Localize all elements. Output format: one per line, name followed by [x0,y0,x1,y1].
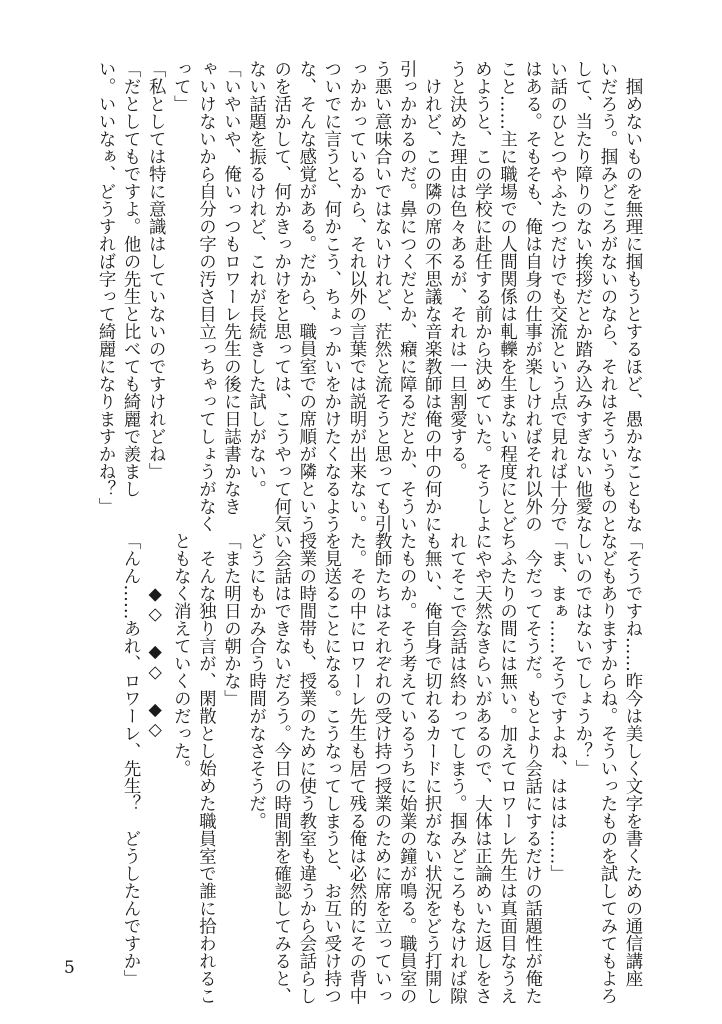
upper-text-column: めようと、この学校に赴任する前から決めていた。そうしよ [471,60,492,533]
upper-text-column: はある。そもそも、俺は自身の仕事が楽しければそれ以外の [521,60,542,533]
lower-text-column: たものか。そう考えているうちに始業の鐘が鳴る。職員室の [396,532,417,1005]
upper-text-column: うと決めた理由は色々あるが、それは一旦割愛する。 [446,60,467,480]
upper-text-column: ゃいけないから自分の字の汚さ目立っちゃってしょうがなく [195,60,216,533]
upper-text-block [92,60,644,533]
upper-text-column: けれど、この隣の席の不思議な音楽教師は俺の中の何かに [421,60,442,533]
upper-text-column: う悪い意味合いではないけれど、茫然と流そうと思っても引 [371,60,392,533]
lower-text-column: た。その中にロワーレ先生も居て残る俺は必然的にその背中 [345,532,366,1005]
lower-text-column: にやや天然なきらいがあるので、大体は正論めいた返しをさ [471,532,492,1005]
upper-text-column: 掴めないものを無理に掴もうとするほど、愚かなこともな [622,60,642,533]
upper-text-column: い。いいなぁ、どうすれば字って綺麗になりますかね？」 [95,60,116,515]
lower-text-column: を見送ることになる。こうなってしまうと、お互い受け持つ [320,532,341,1005]
lower-text-column: そんな独り言が、閑散とし始めた職員室で誰に拾われるこ [195,532,216,1005]
upper-text-column: って」 [170,60,191,113]
lower-text-column: しいのではないでしょうか？」 [571,532,592,777]
lower-text-column: も無い、俺自身で切れるカードに択がない状況をどう打開し [421,532,442,1005]
page-number: 5 [64,958,75,978]
lower-text-column: どうにもかみ合う時間がなさそうだ。 [245,532,266,830]
upper-text-column: い話のひとつやふたつだけでも交流という点で見れば十分で [546,60,567,533]
upper-text-column: 「私としては特に意識はしていないのですけれどね」 [145,60,166,480]
lower-text-column: 「ま、まぁ……そうですよね、ははは……」 [546,532,567,882]
lower-text-block [65,532,644,1005]
lower-text-column: 授業の時間帯も、授業のために使う教室も違うから会話らし [295,532,316,1005]
lower-text-column: 「また明日の朝かな」 [220,532,241,707]
lower-text-column: などもありますからね。そういったものを試してみてもよろ [596,532,617,1005]
upper-text-column: な、そんな感覚がある。だから、職員室での席順が隣という [295,60,316,533]
upper-text-column: こと……主に職場での人間関係は軋轢を生まない程度にとど [496,60,517,533]
lower-text-column: ともなく消えていくのだった。 [170,532,191,777]
lower-text-column: い会話はできないだろう。今日の時間割を確認してみると、 [270,532,291,1005]
upper-text-column: のを活かして、何かきっかけをと思っては、こうやって何気 [270,60,291,533]
lower-text-column: 今だってそうだ。もとより会話にするだけの話題性が俺た [521,532,542,1005]
upper-text-column: ついでに言うと、何かこう、ちょっかいをかけたくなるよう [320,60,341,533]
lower-text-column: 「んん……あれ、ロワーレ、先生？ どうしたんですか」 [120,532,141,987]
lower-text-column: れてそこで会話は終わってしまう。掴みどころもなければ隙 [446,532,467,1005]
lower-text-column: 「そうですね……昨今は美しく文字を書くための通信講座 [622,532,642,987]
upper-text-column: して、当たり障りのない挨拶だとか踏み込みすぎない他愛な [571,60,592,533]
upper-text-column: っかかっているから、それ以外の言葉では説明が出来ない。 [345,60,366,533]
upper-text-column: 引っかかるのだ。鼻につくだとか、癪に障るだとか、そうい [396,60,417,533]
upper-text-column: 「だとしてもですよ。他の先生と比べても綺麗で羨まし [120,60,141,498]
upper-text-column: いだろう。掴みどころがないのなら、それはそういうものと [596,60,617,533]
upper-text-column: 「いやいや、俺いっつもロワーレ先生の後に日誌書かなき [220,60,241,515]
lower-text-column: 教師たちはそれぞれの受け持つ授業のために席を立っていっ [371,532,392,1005]
lower-text-column: ◆◇ ◆◇ ◆◇ [145,532,166,741]
upper-text-column: ない話題を振るけれど、これが長続きした試しがない。 [245,60,266,498]
lower-text-column: ちふたりの間には無い。加えてロワーレ先生は真面目なうえ [496,532,517,1005]
